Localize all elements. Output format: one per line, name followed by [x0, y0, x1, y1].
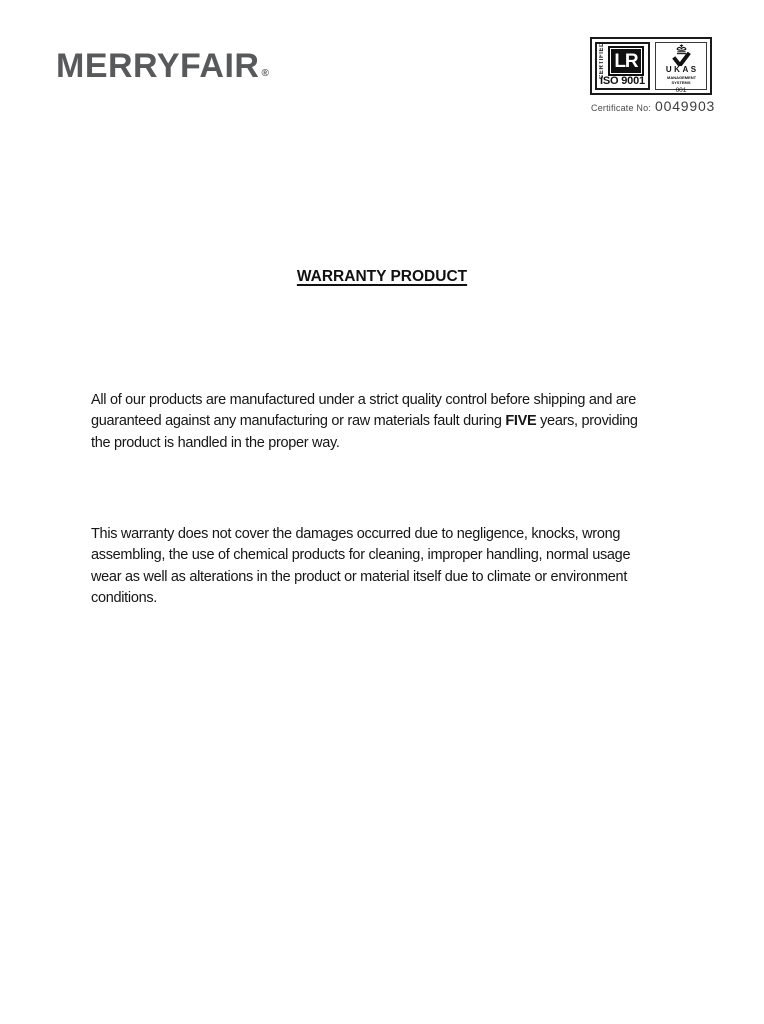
lr-logo-letters: LR — [610, 48, 642, 74]
logo-text: MERRYFAIR — [56, 47, 260, 85]
paragraph-line — [91, 567, 691, 588]
paragraph-line — [91, 524, 691, 545]
page-title-text: WARRANTY PRODUCT — [296, 268, 468, 285]
paragraph-text: conditions. — [91, 590, 158, 607]
paragraph-line — [91, 588, 691, 609]
ukas-number: 001 — [675, 87, 687, 95]
certificate-number-line — [591, 98, 715, 114]
paragraph-line — [91, 545, 691, 566]
merryfair-logo — [56, 49, 269, 91]
certificate-number-value: 0049903 — [655, 98, 716, 114]
paragraph-text: guaranteed against any manufacturing or raw materials fault during — [91, 413, 506, 430]
paragraph-text: assembling, the use of chemical products for cleaning, improper handling, normal usage — [91, 547, 631, 564]
ukas-label: UKAS — [665, 65, 699, 74]
paragraph-line — [91, 390, 691, 411]
check-icon — [672, 52, 691, 66]
ukas-mark — [655, 42, 707, 95]
paragraph-text: the product is handled in the proper way. — [91, 434, 340, 451]
page-title — [0, 268, 764, 286]
paragraph-line — [91, 411, 691, 432]
certificate-number-label: Certificate No: — [591, 103, 652, 113]
paragraph-text: All of our products are manufactured under a strict quality control before shipping and are — [91, 392, 636, 408]
lr-logo — [608, 46, 644, 76]
iso-9001-label: ISO 9001 — [600, 75, 645, 87]
paragraph-text: This warranty does not cover the damages occurred due to negligence, knocks, wrong — [91, 526, 621, 542]
lr-iso9001-mark — [595, 42, 650, 90]
registered-trademark-symbol: ® — [261, 68, 270, 79]
warranty-paragraph-2 — [91, 524, 691, 610]
ukas-subtext: MANAGEMENT SYSTEMS — [667, 75, 697, 86]
warranty-paragraph-1 — [91, 390, 691, 454]
certified-label: CERTIFIED — [599, 41, 605, 80]
bold-five-text: FIVE — [505, 413, 537, 430]
iso-certification-badge — [590, 37, 712, 95]
paragraph-line — [91, 433, 691, 454]
paragraph-text: years, providing — [536, 413, 638, 430]
paragraph-text: wear as well as alterations in the product or material itself due to climate or environment — [91, 568, 628, 585]
